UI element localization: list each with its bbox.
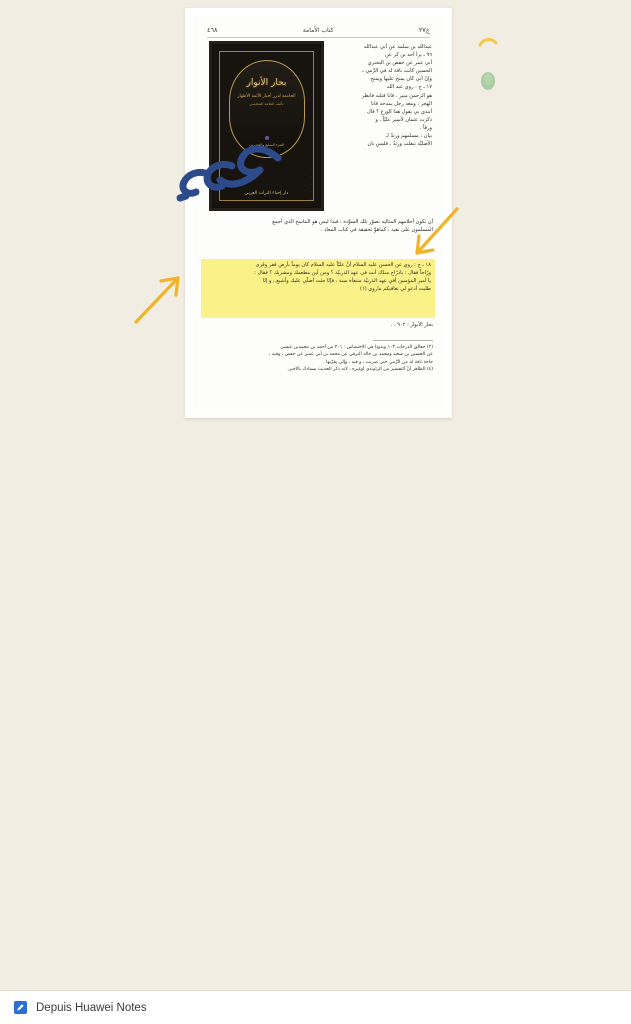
text-line: ورقاً . [419,124,432,131]
header-right-mark: ج٢٧ [418,26,430,34]
highlight-line: طلبت أدعو لي تغافيكم ماروي (١) [359,286,431,293]
cover-title: بحار الأنوار [246,78,287,88]
scanned-document-sheet[interactable] [185,8,452,418]
footnote-line: عن الحسين بن سعيد ومحمد بن خالد البرقي عن محمد بن أبي عمير عن حفص ، وفيه ، [269,352,433,358]
margin-line: ـ [310,189,312,195]
text-line: الهجر ، ومعه رجل يمدحه فانا [371,100,432,107]
margin-line: ـ [310,196,312,202]
text-line: أبي عمر عن حفص بن البختري [367,60,432,67]
text-column-margin [298,166,312,203]
arrow-annotation-lower [130,272,190,328]
footnote-line: حاجة ناقة له من الرَّمي حتى ضربت ، و فيه ، وإلى يقرّبها . [323,359,433,365]
source-bar [0,990,631,1024]
text-line: وإنْ أبي كان يمنح عليها ويمنح [370,76,432,83]
header-center-title: كتاب الأمامة [302,27,334,34]
cover-subtitle: الجامعة لدرر أخبار الأئمة الأطهار [237,94,296,99]
text-line: أن تكون أحلامهم المثالية تصوّر تلك السوَّدة ، فبذا ليس هو التناسخ الذي أجمع [272,219,433,225]
text-line: ٩٦ ـ يرأ أحد بن كر عن [384,52,432,59]
cover-volume-line: الجزء السابع والعشرون [249,143,284,147]
header-rule [207,37,430,38]
source-reference-line [205,321,433,329]
text-line: أتندي بي يقول هذا الورع ؟ قال [366,108,432,115]
text-column-right [322,43,432,148]
text-line: الأصليَّة تنقلب ورثةً ، فليس بان [367,141,432,148]
text-line: ١٧ ـ ج : روي عبد الله [386,84,432,91]
cover-subtitle-secondary: تأليف العلامة المجلسي [249,102,284,106]
source-label: Depuis Huawei Notes [36,1001,147,1014]
text-line: عبدالله بن سلمة عن أبي عبدالله [363,44,432,50]
highlight-line: ١٨ ـ ج : روي عن الحسن عليه السلام أنَّ عليّاً عليه السلام كان يوماً بأرض قفر وقرى [255,262,431,268]
text-line: بيان : مسلمهم ورثةً لـ [385,133,432,140]
footnote-line: (٢) جعالق الدرجات ١٠٣ وبذوذا في الاختصاص : ٣٠١ من أحمد بن محمدبن عيسى [280,345,433,350]
cover-publisher-line: دار إحياء التراث العربي [244,191,289,196]
footnotes-block [205,338,433,374]
footnote-line: (٤) الظاهر أنَّ التفسير من الراوندي أوغيره ، لانه ذكر الحديث بسنادك بالأخير. [287,367,433,373]
header-page-number: ٤٦٨ [207,26,218,34]
margin-line: ـ [310,181,312,187]
margin-line: ـ [310,167,312,172]
footnote-divider [373,340,433,341]
huawei-notes-icon [14,1001,27,1014]
sticker-yellow-icon [478,36,498,50]
cover-dot-ornament [265,136,269,140]
document-header [207,26,430,34]
text-line: الحسين كانت ناقة له في الرَّمي ـ [362,68,432,75]
highlight-line: ورّاجاً فقال : يادرّاج مندّك أنت في عهد الذربيّة ؟ ومن أين مطعمك ومشربك ؟ فقال : [254,270,431,277]
margin-line: ـ [310,174,312,180]
text-line: المسلمون على نفيه ، كماهوَّ تحقيقة في كتاب المعاد . [320,227,433,234]
text-block-below-image [205,218,433,234]
highlighted-passage [205,261,431,293]
sticker-green-icon [478,70,498,92]
highlight-line: يا أمير المؤمنين أُفي عهد الذربيّة متنفأة سنة ، فإنّا جئت أصلّي عليك وأشيع ، و إنّا [262,278,431,285]
text-line: ذكرت عثمان لأسير عليّاً ، و [375,116,432,123]
text-line: هو الرحمن منير ، فانا فتلته فانظر [361,92,432,99]
document-page [193,16,444,410]
text-line: بحار الأنوار : ٩٠٢ ، . [390,322,433,328]
